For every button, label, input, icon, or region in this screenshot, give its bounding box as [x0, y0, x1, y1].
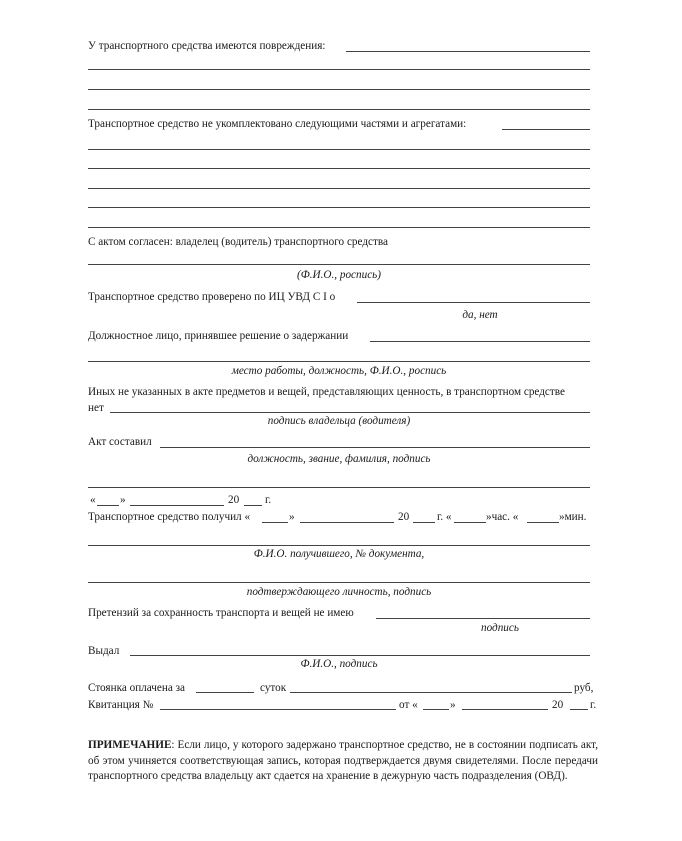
missing-parts-line-3[interactable]	[88, 168, 590, 169]
note-paragraph	[88, 738, 598, 785]
received-caption-2: подтверждающего личность, подпись	[246, 586, 432, 598]
received-label: Транспортное средство получил «	[88, 511, 251, 523]
received-minutes-suffix: »мин.	[559, 511, 587, 523]
damage-line-3[interactable]	[88, 89, 590, 90]
receipt-from-label: от «	[399, 699, 418, 711]
valuables-caption: подпись владельца (водителя)	[267, 415, 411, 427]
receipt-month-field[interactable]	[462, 709, 548, 710]
receipt-close-quote: »	[450, 699, 456, 711]
claims-signature-field[interactable]	[376, 618, 590, 619]
received-caption-1: Ф.И.О. получившего, № документа,	[253, 548, 425, 560]
parking-label: Стоянка оплачена за	[88, 682, 186, 694]
compiled-caption: должность, звание, фамилия, подпись	[247, 453, 431, 465]
agreement-label: С актом согласен: владелец (водитель) транспортного средства	[88, 236, 388, 248]
parking-currency: руб,	[574, 682, 594, 694]
missing-parts-label: Транспортное средство не укомплектовано следующими частями и агрегатами:	[88, 118, 467, 130]
received-year-prefix: 20	[398, 511, 410, 523]
missing-parts-field[interactable]	[502, 129, 590, 130]
note-text: : Если лицо, у которого задержано транспортное средство, не в состоянии подписать акт, об этом учиняется соответствующая запись, которая подтверждается двумя свидетелями. После передачи транспортного средства владельцу акт сдается на хранение в дежурную часть подразделения (ОВД).	[88, 739, 598, 782]
receipt-number-field[interactable]	[160, 709, 396, 710]
received-signature-field[interactable]	[88, 582, 590, 583]
received-hours-suffix: »час. «	[486, 511, 519, 523]
valuables-label: Иных не указанных в акте предметов и вещей, представляющих ценность, в транспортном средстве	[88, 386, 565, 398]
compiled-date-open: «	[90, 494, 96, 506]
parking-amount-field[interactable]	[290, 692, 572, 693]
receipt-year-suffix: г.	[590, 699, 597, 711]
missing-parts-line-4[interactable]	[88, 188, 590, 189]
received-hours-field[interactable]	[454, 522, 486, 523]
compiled-year-field[interactable]	[244, 505, 262, 506]
compiled-year-prefix: 20	[228, 494, 240, 506]
agreement-caption: (Ф.И.О., роспись)	[297, 269, 381, 281]
claims-caption: подпись	[481, 622, 519, 634]
agreement-signature-field[interactable]	[88, 264, 590, 265]
received-year-field[interactable]	[413, 522, 435, 523]
checked-label: Транспортное средство проверено по ИЦ УВД С I о	[88, 291, 336, 303]
receipt-year-field[interactable]	[570, 709, 588, 710]
official-label: Должностное лицо, принявшее решение о задержании	[88, 330, 349, 342]
compiled-year-suffix: г.	[265, 494, 272, 506]
parking-days-label: суток	[260, 682, 287, 694]
official-caption: место работы, должность, Ф.И.О., роспись	[231, 365, 447, 377]
received-month-field[interactable]	[300, 522, 394, 523]
checked-field[interactable]	[357, 302, 590, 303]
compiled-date-close: »	[120, 494, 126, 506]
official-field[interactable]	[370, 341, 590, 342]
issued-label: Выдал	[88, 645, 120, 657]
received-day-field[interactable]	[262, 522, 288, 523]
compiled-label: Акт составил	[88, 436, 152, 448]
compiled-field-2[interactable]	[88, 487, 590, 488]
issued-field[interactable]	[130, 655, 590, 656]
missing-parts-line-6[interactable]	[88, 227, 590, 228]
issued-caption: Ф.И.О., подпись	[300, 658, 378, 670]
received-g-open: г. «	[437, 511, 452, 523]
parking-days-field[interactable]	[196, 692, 254, 693]
damage-field[interactable]	[346, 51, 590, 52]
receipt-label: Квитанция №	[88, 699, 154, 711]
claims-label: Претензий за сохранность транспорта и вещей не имею	[88, 607, 354, 619]
received-close-quote: »	[289, 511, 295, 523]
valuables-label-2: нет	[88, 402, 104, 414]
missing-parts-line-2[interactable]	[88, 149, 590, 150]
missing-parts-line-5[interactable]	[88, 207, 590, 208]
received-minutes-field[interactable]	[527, 522, 559, 523]
compiled-month-field[interactable]	[130, 505, 224, 506]
damage-label: У транспортного средства имеются повреждения:	[88, 40, 326, 52]
compiled-day-field[interactable]	[97, 505, 119, 506]
receipt-day-field[interactable]	[423, 709, 449, 710]
received-name-field[interactable]	[88, 545, 590, 546]
damage-line-2[interactable]	[88, 69, 590, 70]
checked-caption: да, нет	[462, 309, 498, 321]
damage-line-4[interactable]	[88, 109, 590, 110]
note-title: ПРИМЕЧАНИЕ	[88, 739, 172, 751]
compiled-field[interactable]	[160, 447, 590, 448]
official-field-2[interactable]	[88, 361, 590, 362]
receipt-year-prefix: 20	[552, 699, 564, 711]
valuables-signature-field[interactable]	[110, 412, 590, 413]
